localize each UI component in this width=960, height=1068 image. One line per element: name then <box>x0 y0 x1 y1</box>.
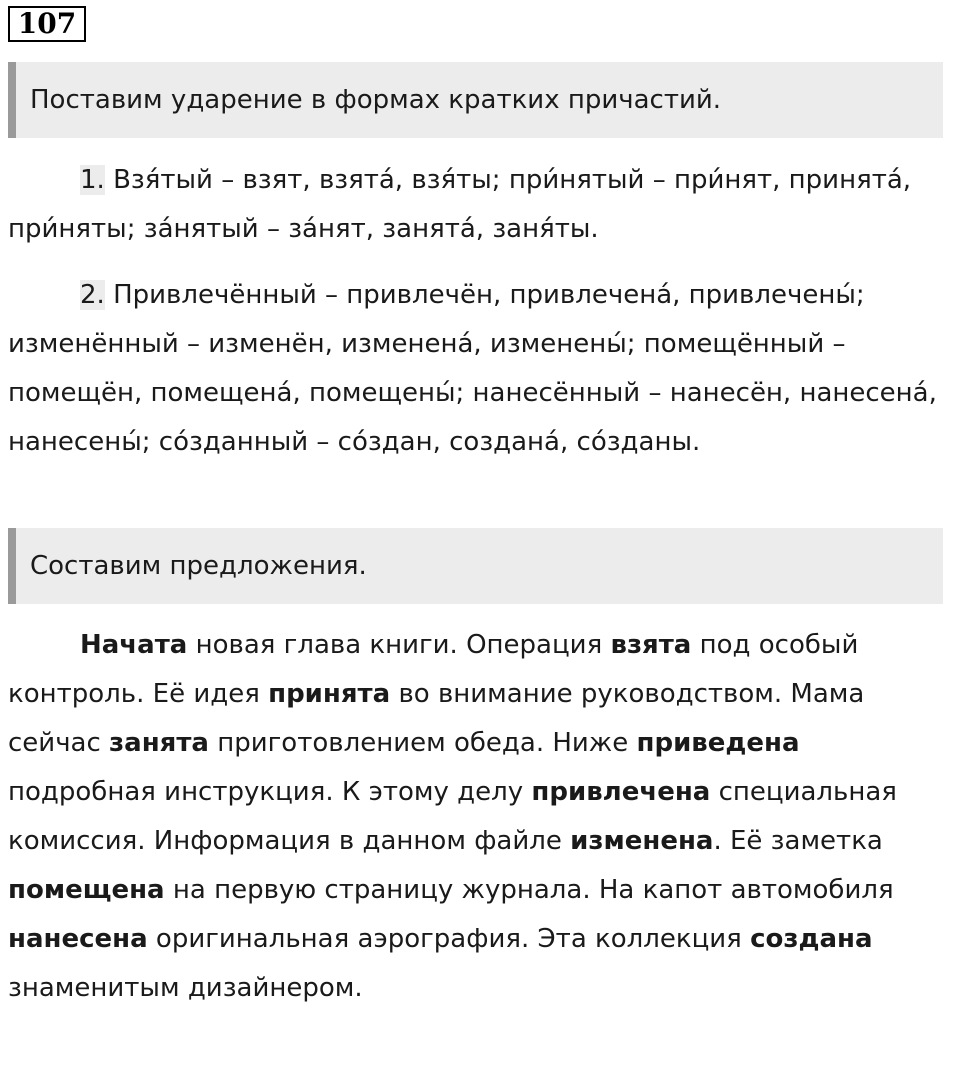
bold-word: Начата <box>80 630 188 660</box>
sentences-paragraph <box>8 621 952 1013</box>
bold-word: нанесена <box>8 924 148 954</box>
bold-word: взята <box>610 630 692 660</box>
sentence-text: подробная инструкция. К этому делу <box>8 777 532 807</box>
bold-word: помещена <box>8 875 165 905</box>
answer-part-1 <box>8 156 952 254</box>
bold-word: привлечена <box>531 777 711 807</box>
task1-heading: Поставим ударение в формах кратких причастий. <box>8 62 943 138</box>
sentence-text: новая глава книги. Операция <box>187 630 611 660</box>
bold-word: занята <box>109 728 209 758</box>
sentence-text: под особый контроль. Её идея <box>8 630 859 709</box>
item-marker-2: 2. <box>80 280 105 310</box>
task2-heading: Составим предложения. <box>8 528 943 604</box>
sentence-text: специальная комиссия. Информация в данном файле <box>8 777 897 856</box>
answer-part-2-text: Привлечённый – привлечён, привлечена́, привлечены́; изменённый – изменён, изменена́, изменены́; помещённый – помещён, помещена́, помещены́; нанесённый – нанесён, нанесена́, нанесены́; со́зданный – со́здан, создана́, со́зданы. <box>8 280 937 457</box>
sentence-text: . Её заметка <box>713 826 883 856</box>
bold-word: принята <box>268 679 391 709</box>
sentence-text: оригинальная аэрография. Эта коллекция <box>147 924 751 954</box>
sentence-text: знаменитым дизайнером. <box>8 973 363 1003</box>
sentence-text: на первую страницу журнала. На капот автомобиля <box>164 875 894 905</box>
bold-word: создана <box>750 924 873 954</box>
exercise-number: 107 <box>8 6 86 42</box>
sentence-text: во внимание руководством. Мама сейчас <box>8 679 865 758</box>
bold-word: изменена <box>570 826 714 856</box>
bold-word: приведена <box>636 728 800 758</box>
sentence-text: приготовлением обеда. Ниже <box>208 728 637 758</box>
answer-part-2 <box>8 271 952 467</box>
item-marker-1: 1. <box>80 165 105 195</box>
answer-part-1-text: Взя́тый – взят, взята́, взя́ты; при́нятый – при́нят, принята́, при́няты; за́нятый – за́нят, занята́, заня́ты. <box>8 165 912 244</box>
